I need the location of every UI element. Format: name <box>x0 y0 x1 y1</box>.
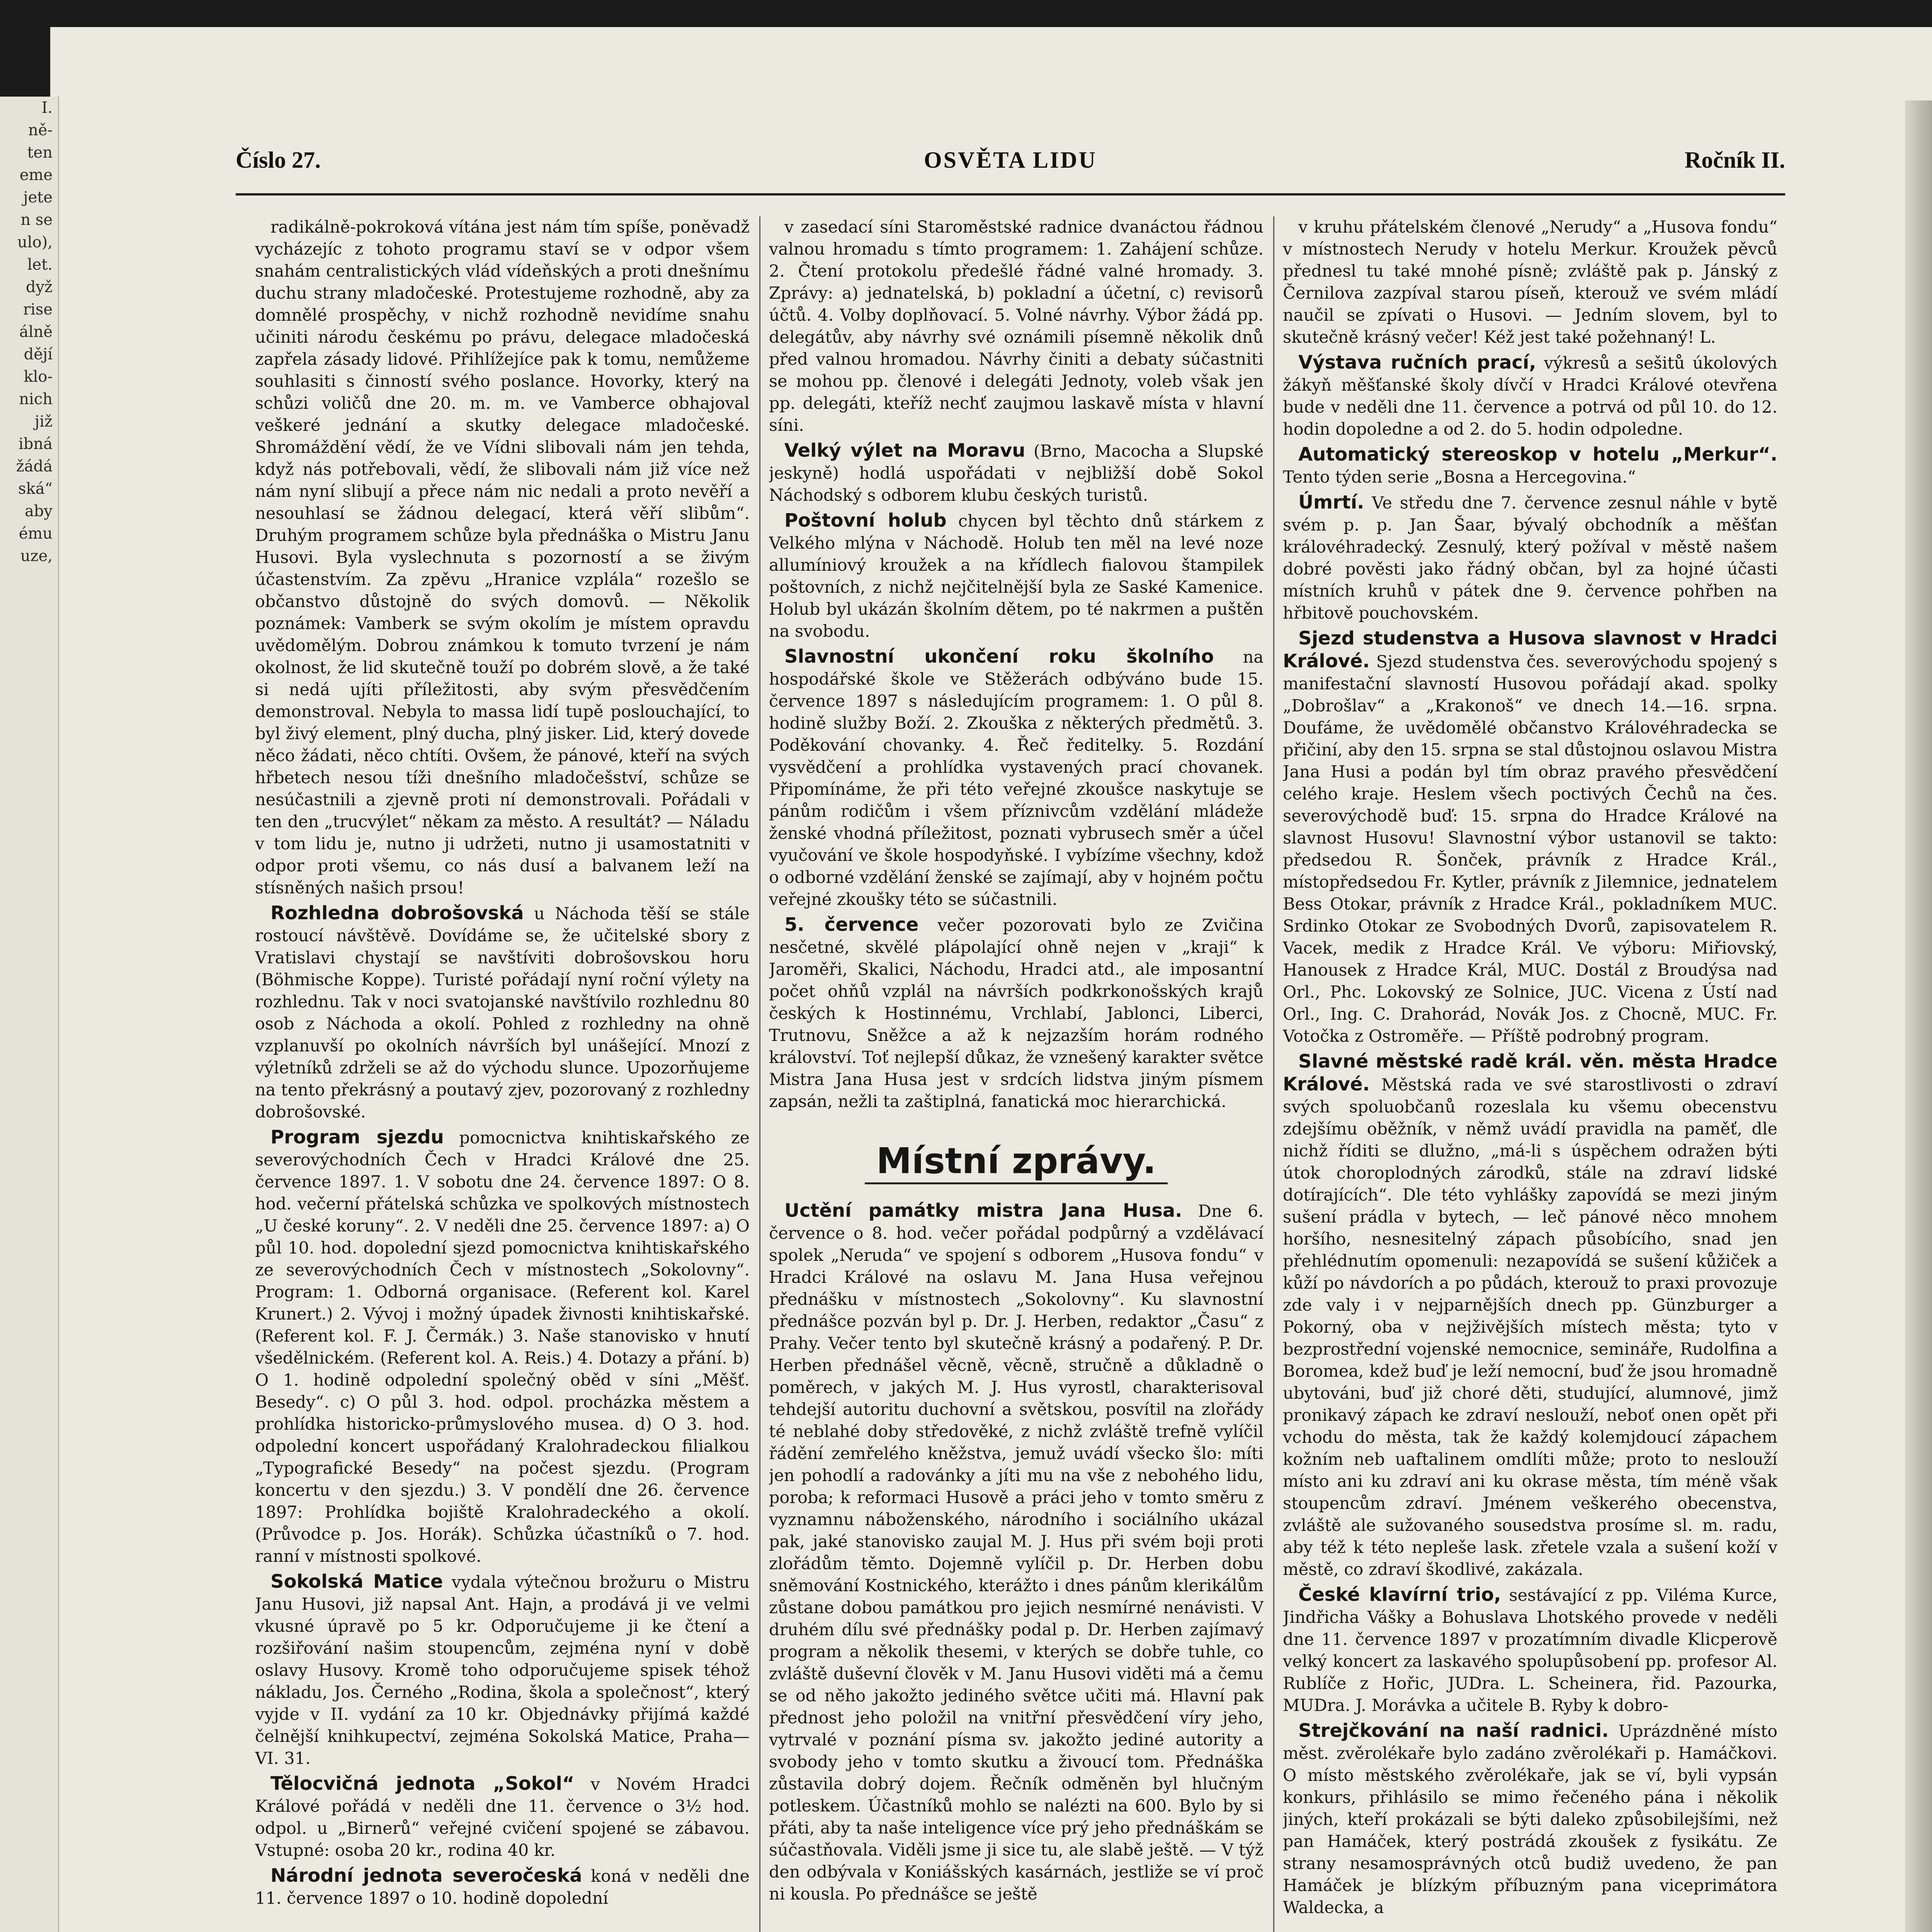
article-paragraph <box>769 1200 1264 1905</box>
section-heading <box>769 1140 1264 1184</box>
article-body: u Náchoda těší se stále rostoucí návštěvě. Dovídáme se, že učitelské sbory z Vratislavi chystají se navštíviti dobrošovskou horu (Böhmische Koppe). Turisté pořádají nyní roční výlety na rozhlednu. Tak v noci svatojanské navštívilo rozhlednu 80 osob z Náchoda a okolí. Pohled z rozhledny na ohně vzplanuvší po okolních návrších byl unášející. Mnozí z výletníků zdrželi se až do východu slunce. Upozorňujeme na tento překrásný a poutavý zjev, pozorovaný z rozhledny dobrošovské. <box>255 904 750 1122</box>
article-headline: Slavné městské radě král. věn. města Hradce Králové. <box>1283 1051 1777 1095</box>
section-heading-text: Místní zprávy. <box>865 1140 1168 1184</box>
fragment-text: žádá <box>16 457 53 475</box>
article-paragraph <box>1283 1051 1777 1581</box>
article-headline: Národní jednota severočeská <box>270 1865 582 1886</box>
article-paragraph <box>255 902 750 1123</box>
article-headline: Automatický stereoskop v hotelu „Merkur“. <box>1298 444 1777 465</box>
fragment-text: klo- <box>24 368 53 386</box>
article-body: pomocnictva knihtiskařského ze severovýchodních Čech v Hradci Králové dne 25. července 1897. 1. V sobotu dne 24. července 1897: O 8. hod. večerní přátelská schůzka ve spolkových místnostech „U české koruny“. 2. V neděli dne 25. července 1897: a) O půl 10. hod. dopolední sjezd pomocnictva knihtiskařského ze severovýchodních Čech v místnostech „Sokolovny“. Program: 1. Odborná organisace. (Referent kol. Karel Krunert.) 2. Vývoj i možný úpadek živnosti knihtiskařské. (Referent kol. F. J. Čermák.) 3. Naše stanovisko v hnutí všedělnickém. (Referent kol. A. Reis.) 4. Dotazy a přání. b) O 1. hodině odpolední společný oběd v síni „Měšť. Besedy“. c) O půl 3. hod. odpol. procházka městem a prohlídka historicko-průmyslového musea. d) O 3. hod. odpolední koncert uspořádaný Kralohradeckou filialkou „Typografické Besedy“ na počest sjezdu. (Program koncertu v den sjezdu.) 3. V pondělí dne 26. července 1897: Prohlídka bojiště Kralohradeckého a okolí. (Průvodce p. Jos. Horák). Schůzka účastníků o 7. hod. ranní v místnosti spolkové. <box>255 1128 750 1566</box>
fragment-text: aby <box>24 502 53 520</box>
article-column-2 <box>769 216 1264 1932</box>
fragment-text: ibná <box>18 435 53 453</box>
article-headline: Slavnostní ukončení roku školního <box>784 646 1214 667</box>
article-body: Dne 6. července o 8. hod. večer pořádal podpůrný a vzdělávací spolek „Neruda“ ve spojení s odborem „Husova fondu“ v Hradci Králové na oslavu M. Jana Husa veřejnou přednášku v místnostech „Sokolovny“. Ku slavnostní přednášce pozván byl p. Dr. J. Herben, redaktor „Času“ z Prahy. Večer tento byl skutečně krásný a podařený. P. Dr. Herben přednášel věcně, věcně, stručně a důkladně o poměrech, v jakých M. J. Hus vyrostl, charakterisoval tehdejší autoritu duchovní a světskou, posvítil na zlořády té neblahé doby středověké, z nichž zvláště trefně vylíčil řádění zemřelého kněžstva, jemuž uvádí všecko šlo: míti jen pohodlí a radovánky a jíti mu na vše z nebohého lidu, poroba; k reformaci Husově a práci jeho v tomto směru z vyznamnu náboženského, národního i sociálního ukázal pak, jaké stanovisko zaujal M. J. Hus při svém boji proti zlořádům těmto. Dojemně vylíčil p. Dr. Herben dobu sněmování Kostnického, kterážto i dnes pánům klerikálům zůstane dobou památkou pro jejich nesmírné nenávisti. V druhém dílu své přednášky podal p. Dr. Herben zajímavý program a několik thesemi, v kterých se dobře tuhle, co zvláště duševní člověk v M. Janu Husovi viděti má a čemu se od něho jakožto jediného světce učiti má. Hlavní pak přednost jeho položil na vnitřní přesvědčení víry jeho, vytrvalé v poznání písma sv. jakožto jediné autority a svobody jeho v tomto skutku a živoucí tom. Přednáška zůstavila dobrý dojem. Řečník odměněn byl hlučným potleskem. Účastníků mohlo se nalézti na 600. Bylo by si přáti, aby ta naše inteligence více prý jeho přednáškám se súčastňovala. Viděli jsme ji sice tu, ale slabě ještě. — V týž den odbývala v Koniášských kasárnách, jestliže se ví proč ni kousla. Po přednášce se ještě <box>769 1202 1264 1904</box>
fragment-text: n se <box>20 211 53 229</box>
article-paragraph <box>1283 444 1777 488</box>
article-body: radikálně-pokroková vítána jest nám tím spíše, poněvadž vycházejíc z tohoto programu staví se v odpor všem snahám centralistických vlád vídeňských a proti dnešnímu duchu strany mladočeské. Protestujeme rozhodně, aby za domnělé prospěchy, v nichž rozhodně nevidíme snahu učiniti národu českému po právu, delegace mladočeská zapřela zásady lidové. Přihlížejíce pak k tomu, nemůžeme souhlasiti s činností svého poslance. Hovorky, který na schůzi voličů dne 20. m. m. ve Vamberce obhajoval veškeré jednání a skutky delegace mladočeské. Shromáždění vědí, že ve Vídni slibovali nám jen tehda, když nás potřebovali, vědí, že slibovali nám již více než nám nyní slibují a přece nám nic nedali a proto nevěří a nesouhlasí se žádnou delegací, která věří slibům“. Druhým programem schůze byla přednáška o Mistru Janu Husovi. Byla vyslechnuta s pozorností a se živým účastenstvím. Za zpěvu „Hranice vzplála“ rozešlo se občanstvo důstojně do svých domovů. — Několik poznámek: Vamberk se svým okolím je místem opravdu uvědomělým. Dobrou známkou k tomuto tvrzení je nám okolnost, že lid skutečně touží po dobrém slově, a že také si nedá ujíti příležitosti, aby svým přesvědčením demonstroval. Nebyla to massa lidí tupě poslouchající, to byl živý element, plný ducha, plný jisker. Lid, který dovede něco žádati, něco chtíti. Ovšem, že pánové, kteří na svých hřbetech nesou tíži dnešního mladočešství, schůze se nesúčastnili a zjevně proti ní demonstrovali. Pořádali v ten den „trucvýlet“ někam za město. A resultát? — Náladu v tom lidu je, nutno ji udržeti, nutno ji usamostatniti v odpor proti všemu, co nás dusí a balvanem leží na stísněných našich prsou! <box>255 218 750 898</box>
article-body: Ve středu dne 7. července zesnul náhle v bytě svém p. p. Jan Šaar, bývalý obchodník a měšťan královéhradecký. Zesnulý, který požíval v městě našem dobré pověsti jako řádný občan, byl za hojné účasti místních kruhů v pátek dne 9. července pohřben na hřbitově pouchovském. <box>1283 493 1777 623</box>
header-rule <box>236 193 1785 196</box>
article-body: Sjezd studenstva čes. severovýchodu spojený s manifestační slavností Husovou pořádají akad. spolky „Dobrošlav“ a „Krakonoš“ ve dnech 14.—16. srpna. Doufáme, že uvědomělé občanstvo Královéhradecka se přičiní, aby den 15. srpna se stal důstojnou oslavou Mistra Jana Husi a podán byl tím obraz pravého přesvědčení celého kraje. Heslem všech poctivých Čechů na čes. severovýchodě buď: 15. srpna do Hradce Králové na slavnost Husovu! Slavnostní výbor ustanovil se takto: předsedou R. Šonček, právník z Hradce Král., místopředsedou Fr. Kytler, právník z Jilemnice, jednatelem Bess Otokar, právník z Hradce Král., pokladníkem MUC. Srdinko Otokar ze Svobodných Dvorů, zapisovatelem R. Vacek, medik z Hradce Král. Ve výboru: Miřiovský, Hanousek z Hradce Král, MUC. Dostál z Broudýsa nad Orl., Phc. Lokovský ze Solnice, JUC. Vicena z Ústí nad Orl., Ing. C. Drahorád, Novák Jos. z Chocně, MUC. Fr. Votočka z Ostroměře. — Příště podrobný program. <box>1283 652 1777 1046</box>
column-divider <box>759 216 760 1932</box>
article-paragraph <box>1283 492 1777 624</box>
article-paragraph <box>769 510 1264 643</box>
page-header <box>236 139 1785 182</box>
article-column-1 <box>255 216 750 1932</box>
fragment-text: ně- <box>28 121 53 139</box>
article-paragraph <box>1283 216 1777 349</box>
article-body: Tento týden serie „Bosna a Hercegovina.“ <box>1283 468 1636 487</box>
fragment-text: álně <box>19 323 53 341</box>
article-paragraph <box>255 1571 750 1770</box>
page-binding-fold <box>1905 100 1932 1932</box>
article-headline: Rozhledna dobrošovská <box>270 902 524 924</box>
article-paragraph <box>1283 1584 1777 1717</box>
volume-number: Ročník II. <box>1684 147 1785 173</box>
article-body: koná v neděli dne 11. července 1897 o 10. hodině dopolední <box>255 1867 750 1908</box>
article-body: večer pozorovati bylo ze Zvičina nesčetné, skvělé plápolající ohně nejen v „kraji“ k Jaroměři, Skalici, Náchodu, Hradci atd., ale imposantní počet ohňů vzplál na návrších podkrkonošských krajů českých k Hostinnému, Vrchlabí, Jablonci, Liberci, Trutnovu, Sněžce a až k nejzazším horám rodného království. Toť nejlepší důkaz, že vznešený karakter světce Mistra Jana Husa jest v srdcích lidstva jiným písmem zapsán, nežli ta zaštiplná, fanatická moc hierarchická. <box>769 916 1264 1111</box>
article-body: v zasedací síni Staroměstské radnice dvanáctou řádnou valnou hromadu s tímto programem: 1. Zahájení schůze. 2. Čtení protokolu předešlé řádné valné hromady. 3. Zprávy: a) jednatelská, b) pokladní a účetní, c) revisorů účtů. 4. Volby doplňovací. 5. Volné návrhy. Výbor žádá pp. delegátův, aby návrhy své oznámili písemně několik dnů před valnou hromadou. Návrhy činiti a debaty súčastniti se mohou pp. členové i delegáti Jednoty, voleb však jen pp. delegáti, kteříž nechť zaujmou laskavě místa v hlavní síni. <box>769 218 1264 435</box>
article-body: v kruhu přátelském členové „Nerudy“ a „Husova fondu“ v místnostech Nerudy v hotelu Merkur. Kroužek pěvců přednesl tu také mnohé písně; zvláště pak p. Jánský z Černilova zazpíval starou píseň, kterouž ve svém mládí naučil se zpívati o Husovi. — Jedním slovem, byl to skutečně krásný večer! Kéž jest také požehnaný! L. <box>1283 218 1777 347</box>
article-body: výkresů a sešitů úkolových žákyň měšťanské školy dívčí v Hradci Králové otevřena bude v neděli dne 11. července a potrvá od půl 10. do 12. hodin dopoledne a od 2. do 5. hodin odpoledne. <box>1283 354 1777 439</box>
article-column-3 <box>1283 216 1777 1932</box>
article-headline: Poštovní holub <box>784 510 947 531</box>
fragment-text: uze, <box>20 547 53 565</box>
previous-page-column-fragment <box>0 97 59 1932</box>
article-headline: Strejčkování na naší radnici. <box>1298 1720 1609 1742</box>
article-headline: Sokolská Matice <box>270 1571 443 1592</box>
article-paragraph <box>769 440 1264 507</box>
article-headline: Program sjezdu <box>270 1126 444 1148</box>
fragment-text: ému <box>19 525 53 543</box>
fragment-text: nich <box>19 390 53 408</box>
article-paragraph <box>769 914 1264 1113</box>
article-headline: Výstava ručních prací, <box>1298 352 1536 373</box>
fragment-text: ulo), <box>17 233 53 251</box>
article-body: chycen byl těchto dnů stárkem z Velkého mlýna v Náchodě. Holub ten měl na levé noze allumíniový kroužek a na křídlech fialovou štampilek poštovních, z nichž nejčitelnější byla ze Saské Kamenice. Holub byl ukázán školním dětem, po té nakrmen a puštěn na svobodu. <box>769 512 1264 641</box>
article-headline: České klavírní trio, <box>1298 1584 1501 1605</box>
article-headline: Úmrtí. <box>1298 492 1364 513</box>
article-body: (Brno, Macocha a Slupské jeskyně) hodlá uspořádati v nejbližší době Sokol Náchodský s odborem klubu českých turistů. <box>769 442 1264 505</box>
article-paragraph <box>255 1865 750 1910</box>
article-headline: Velký výlet na Moravu <box>784 440 1026 461</box>
fragment-text: rise <box>23 301 53 318</box>
article-paragraph <box>1283 1720 1777 1919</box>
column-divider <box>1273 216 1274 1932</box>
fragment-text: I. <box>41 99 53 117</box>
fragment-text: eme <box>19 166 53 184</box>
fragment-text: dějí <box>24 345 53 363</box>
newspaper-title: OSVĚTA LIDU <box>923 147 1097 173</box>
article-body: na hospodářské škole ve Stěžerách odbýváno bude 15. července 1897 s následujícím programem: 1. O půl 8. hodině služby Boží. 2. Zkouška z některých předmětů. 3. Poděkování chovanky. 4. Řeč ředitelky. 5. Rozdání vysvědčení a prohlídka vystavených prací chovanek. Připomínáme, že při této veřejné zkoušce naskytuje se pánům rodičům i všem příznivcům vzdělání mládeže ženské vhodná příležitost, poznati vybrusech směr a účel vyučování ve škole hospodyňské. I vybízíme všechny, kdož o odborné vzdělání ženské se zajímají, aby v hojném počtu veřejné zkoušky této se súčastnili. <box>769 648 1264 909</box>
article-paragraph <box>255 1773 750 1862</box>
article-headline: Tělocvičná jednota „Sokol“ <box>270 1773 575 1794</box>
fragment-text: let. <box>27 256 53 274</box>
fragment-text: ten <box>27 144 53 162</box>
article-body: sestávající z pp. Viléma Kurce, Jindřicha Vášky a Bohuslava Lhotského provede v neděli dne 11. července 1897 v prozatímním divadle Klicperově velký koncert za laskavého spolupůsobení pp. profesor Al. Rublíče z Hořic, JUDra. L. Scheinera, řid. Pazourka, MUDra. J. Morávka a učitele B. Ryby k dobro- <box>1283 1586 1777 1715</box>
article-headline: Uctění památky mistra Jana Husa. <box>784 1200 1182 1221</box>
article-body: Uprázdněné místo měst. zvěrolékaře bylo zadáno zvěrolékaři p. Hamáčkovi. O místo městského zvěrolékaře, jak se ví, byli vypsán konkurs, přihlásilo se mimo řečeného pána i několik jiných, kteří prokázali se býti daleko způsobilejšími, než pan Hamáček, který postrádá zkoušek z fysikátu. Ze strany nesamosprávných otců budiž uvedeno, že pan Hamáček je blízkým příbuzným pana viceprimátora Waldecka, a <box>1283 1722 1777 1917</box>
issue-number: Číslo 27. <box>236 147 321 173</box>
article-paragraph <box>1283 628 1777 1048</box>
fragment-text: jete <box>23 189 53 206</box>
article-paragraph <box>255 1126 750 1568</box>
article-body: Městská rada ve své starostlivosti o zdraví svých spoluobčanů rozeslala ku všemu obecenstvu zdejšímu oběžník, v němž uvádí pravidla na paměť, dle nichž říditi se dlužno, „má-li s úspěchem odražen býti útok choroplodných zárodků, stále na zdraví lidské dotírajících“. Dle této vyhlášky zapovídá se mezi jiným sušení prádla v bytech, — leč pánové něco mnohem horšího, nesnesitelný zápach působícího, snad jen přehlédnutím opomenuli: nezapovídá se sušení kůžiček a kůží po návdorích a po půdách, kterouž to praxi provozuje zde valy i v nejparnějších dnech pp. Günzburger a Pokorný, oba v nejživějších místech města; tyto v bezprostřední vojenské nemocnice, semináře, Rudolfina a Boromea, kdež buď je leží nemocní, buď že jsou hromadně ubytováni, buď již choré děti, studující, alumnové, jimž pronikavý zápach ke zdraví neslouží, neboť onen opět při vchodu do města, tak že každý kolemjdoucí zápachem kožním neb uaftalinem omdlíti může; proto to neslouží místo ani ku zdraví ani ku okrase města, tím méně však stoupencům zdraví. Jménem veškerého obecenstva, zvláště ale sužovaného sousedstva prosíme sl. m. radu, aby též k této nepleše lask. zřetele vzala a sušení koží v městě, co zdraví škodlivé, zakázala. <box>1283 1075 1777 1579</box>
article-body: vydala výtečnou brožuru o Mistru Janu Husovi, již napsal Ant. Hajn, a prodává ji ve velmi vkusné úpravě po 5 kr. Odporučujeme ji ke čtení a rozšiřování našim stoupencům, zejména nyní v době oslavy Husovy. Kromě toho odporučujeme spisek téhož nákladu, Jos. Černého „Rodina, škola a společnost“, který vyjde v II. vydání za 10 kr. Objednávky přijímá každé čelnější knihkupectví, zejména Sokolská Matice, Praha—VI. 31. <box>255 1573 750 1768</box>
article-headline: Sjezd studenstva a Husova slavnost v Hradci Králové. <box>1283 628 1777 672</box>
article-paragraph <box>769 646 1264 911</box>
article-body: v Novém Hradci Králové pořádá v neděli dne 11. července o 3½ hod. odpol. u „Birnerů“ veřejné cvičení spojené se zábavou. Vstupné: osoba 20 kr., rodina 40 kr. <box>255 1775 750 1860</box>
article-paragraph <box>769 216 1264 437</box>
article-headline: 5. července <box>784 914 919 935</box>
article-paragraph <box>255 216 750 899</box>
article-paragraph <box>1283 352 1777 440</box>
fragment-text: ská“ <box>18 480 53 498</box>
fragment-text: již <box>34 413 53 430</box>
fragment-text: dyž <box>26 278 53 296</box>
